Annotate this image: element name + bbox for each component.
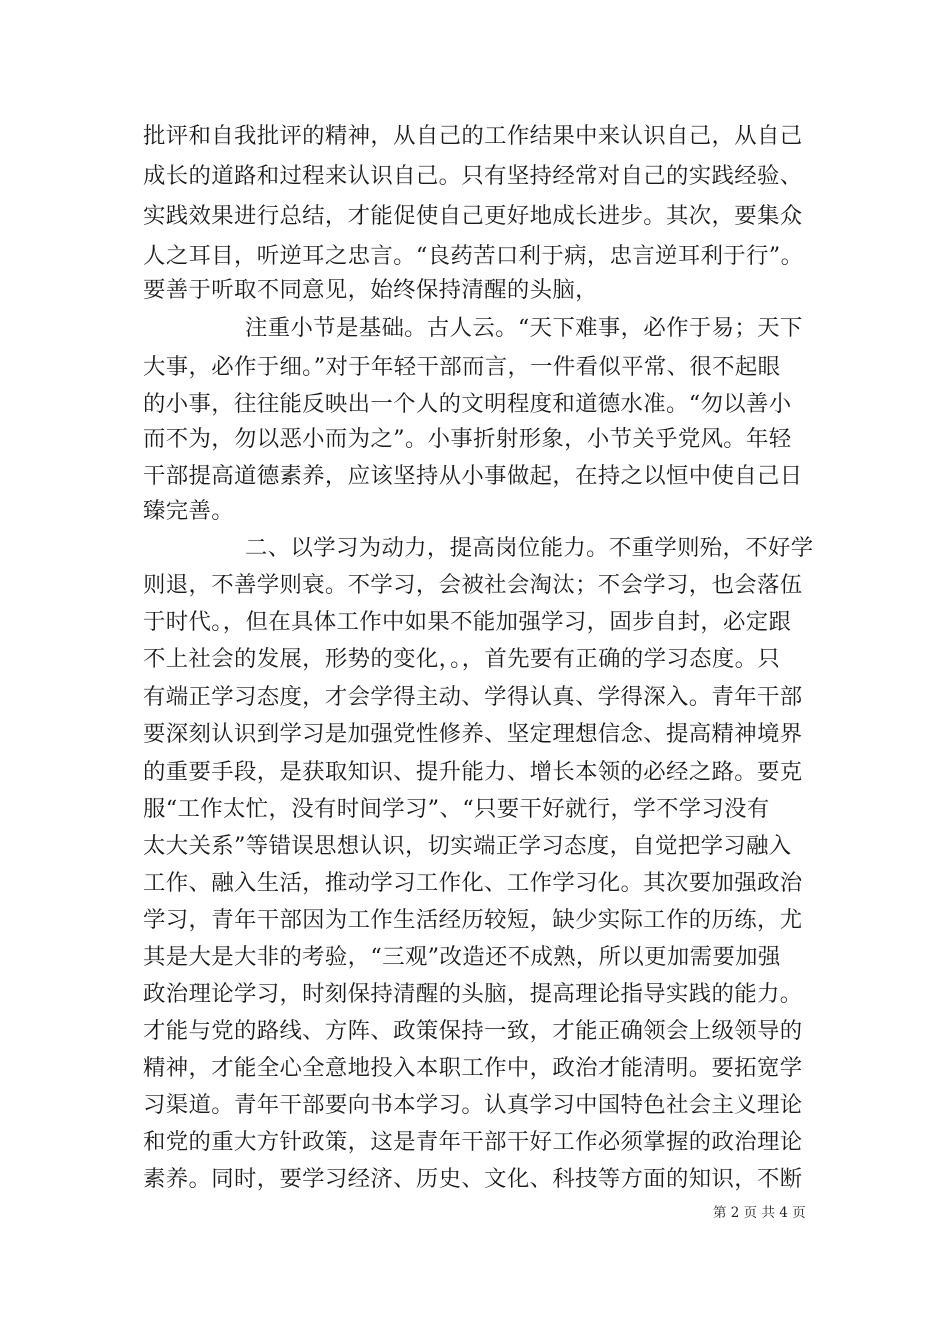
text-line: 而不为，勿以恶小而为之”。小事折射形象，小节关乎党风。年轻: [143, 426, 792, 452]
text-line: 的重要手段，是获取知识、提升能力、增长本领的必经之路。要克: [143, 759, 803, 785]
text-line: 大事，必作于细。”对于年轻干部而言，一件看似平常、很不起眼: [143, 354, 781, 380]
text-line: 工作、融入生活，推动学习工作化、工作学习化。其次要加强政治: [143, 870, 803, 896]
text-line: 其是大是大非的考验，“三观”改造还不成熟，所以更加需要加强: [143, 944, 781, 970]
text-line: 的小事，往往能反映出一个人的文明程度和道德水准。“勿以善小: [143, 391, 792, 417]
page-number-footer: 第 2 页 共 4 页: [713, 1205, 806, 1221]
text-line: 人之耳目，听逆耳之忠言。“良药苦口利于病，忠言逆耳利于行”。: [143, 243, 804, 269]
text-line: 服“工作太忙，没有时间学习”、“只要干好就行，学不学习没有: [143, 796, 770, 822]
text-line: 臻完善。: [143, 498, 234, 524]
text-line: 要深刻认识到学习是加强党性修养、坚定理想信念、提高精神境界: [143, 721, 803, 747]
text-line: 实践效果进行总结，才能促使自己更好地成长进步。其次，要集众: [143, 203, 803, 229]
text-line: 批评和自我批评的精神，从自己的工作结果中来认识自己，从自己: [143, 123, 803, 149]
text-line: 习渠道。青年干部要向书本学习。认真学习中国特色社会主义理论: [143, 1092, 803, 1118]
text-line: 政治理论学习，时刻保持清醒的头脑，提高理论指导实践的能力。: [143, 981, 803, 1007]
text-line: 成长的道路和过程来认识自己。只有坚持经常对自己的实践经验、: [143, 163, 803, 189]
text-line: 素养。同时，要学习经济、历史、文化、科技等方面的知识，不断: [143, 1166, 803, 1192]
text-line: 干部提高道德素养，应该坚持从小事做起，在持之以恒中使自己日: [143, 463, 803, 489]
text-line: 则退，不善学则衰。不学习，会被社会淘汰；不会学习，也会落伍: [143, 572, 803, 598]
paragraph-start-line: 二、以学习为动力，提高岗位能力。不重学则殆，不好学: [245, 535, 814, 561]
text-line: 于时代。，但在具体工作中如果不能加强学习，固步自封，必定跟: [143, 609, 792, 635]
text-line: 要善于听取不同意见，始终保持清醒的头脑，: [143, 277, 598, 303]
text-line: 学习，青年干部因为工作生活经历较短，缺少实际工作的历练，尤: [143, 907, 803, 933]
text-line: 和党的重大方针政策，这是青年干部干好工作必须掌握的政治理论: [143, 1129, 803, 1155]
paragraph-start-line: 注重小节是基础。古人云。“天下难事，必作于易；天下: [245, 315, 803, 341]
text-line: 精神，才能全心全意地投入本职工作中，政治才能清明。要拓宽学: [143, 1055, 803, 1081]
text-line: 太大关系”等错误思想认识，切实端正学习态度，自觉把学习融入: [143, 833, 792, 859]
text-line: 不上社会的发展，形势的变化，。，首先要有正确的学习态度。只: [143, 646, 781, 672]
text-line: 才能与党的路线、方阵、政策保持一致，才能正确领会上级领导的: [143, 1018, 803, 1044]
text-line: 有端正学习态度，才会学得主动、学得认真、学得深入。青年干部: [143, 684, 803, 710]
